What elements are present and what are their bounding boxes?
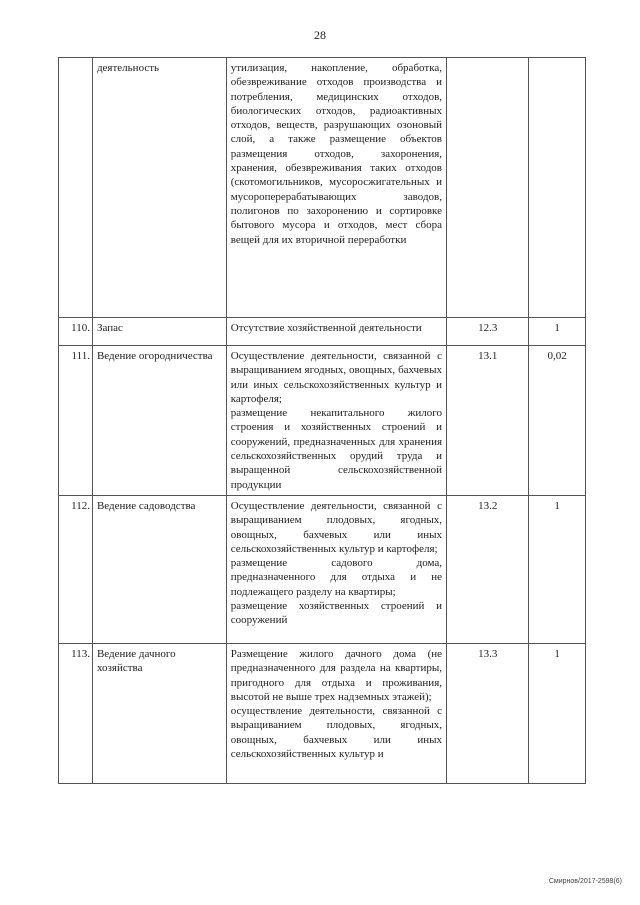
description-paragraph: Отсутствие хозяйственной деятельности <box>230 322 422 334</box>
use-description <box>226 58 446 318</box>
use-description <box>226 644 446 784</box>
table-row <box>59 496 586 644</box>
land-use-table <box>58 57 586 784</box>
use-description <box>226 346 446 496</box>
use-description <box>226 496 446 644</box>
use-type-name: Ведение огородничества <box>92 346 226 496</box>
use-description <box>226 318 446 346</box>
row-number: 112. <box>59 496 93 644</box>
description-paragraph: Осуществление деятельности, связанной с выращиванием ягодных, овощных, бахчевых или иных сельскохозяйственных культур и картофеля; <box>230 350 443 405</box>
coefficient: 1 <box>529 318 586 346</box>
description-paragraph: Размещение жилого дачного дома (не предназначенного для раздела на квартиры, пригодного для отдыха и проживания, высотой не выше трех надземных этажей); <box>230 648 443 703</box>
description-paragraph: размещение некапитального жилого строения и хозяйственных строений и сооружений, предназначенных для хранения сельскохозяйственных орудий труда и выращенной сельскохозяйственной продукции <box>230 407 443 491</box>
coefficient: 0,02 <box>529 346 586 496</box>
coefficient <box>529 58 586 318</box>
use-type-name: Ведение дачного хозяйства <box>92 644 226 784</box>
description-paragraph: осуществление деятельности, связанной с выращиванием плодовых, ягодных, овощных, бахчевых или иных сельскохозяйственных культур и <box>230 705 443 761</box>
row-number: 113. <box>59 644 93 784</box>
table-row <box>59 58 586 318</box>
use-type-name: деятельность <box>92 58 226 318</box>
coefficient: 1 <box>529 496 586 644</box>
use-type-name: Ведение садоводства <box>92 496 226 644</box>
table-row <box>59 644 586 784</box>
description-paragraph: размещение садового дома, предназначенного для отдыха и не подлежащего разделу на квартиры; <box>230 557 443 598</box>
classifier-code: 13.3 <box>447 644 529 784</box>
use-type-name: Запас <box>92 318 226 346</box>
description-paragraph: утилизация, накопление, обработка, обезвреживание отходов производства и потребления, медицинских отходов, биологических отходов, радиоактивных отходов, веществ, разрушающих озоновый слой, а также размещение объектов размещения отходов, захоронения, хранения, обезвреживания таких отходов (скотомогильников, мусоросжигательных и мусороперерабатывающих заводов, полигонов по захоронению и сортировке бытового мусора и отходов, мест сбора вещей для их вторичной переработки <box>230 62 443 246</box>
classifier-code: 13.1 <box>447 346 529 496</box>
table-row <box>59 318 586 346</box>
classifier-code <box>447 58 529 318</box>
page-number: 28 <box>314 28 326 42</box>
table-row <box>59 346 586 496</box>
coefficient: 1 <box>529 644 586 784</box>
row-number <box>59 58 93 318</box>
classifier-code: 12.3 <box>447 318 529 346</box>
document-code: Смирнов/2017-2598(6) <box>548 878 622 885</box>
row-number: 110. <box>59 318 93 346</box>
description-paragraph: размещение хозяйственных строений и сооружений <box>230 600 443 627</box>
row-number: 111. <box>59 346 93 496</box>
description-paragraph: Осуществление деятельности, связанной с выращиванием плодовых, ягодных, овощных, бахчевых или иных сельскохозяйственных культур и картофеля; <box>230 500 443 555</box>
classifier-code: 13.2 <box>447 496 529 644</box>
